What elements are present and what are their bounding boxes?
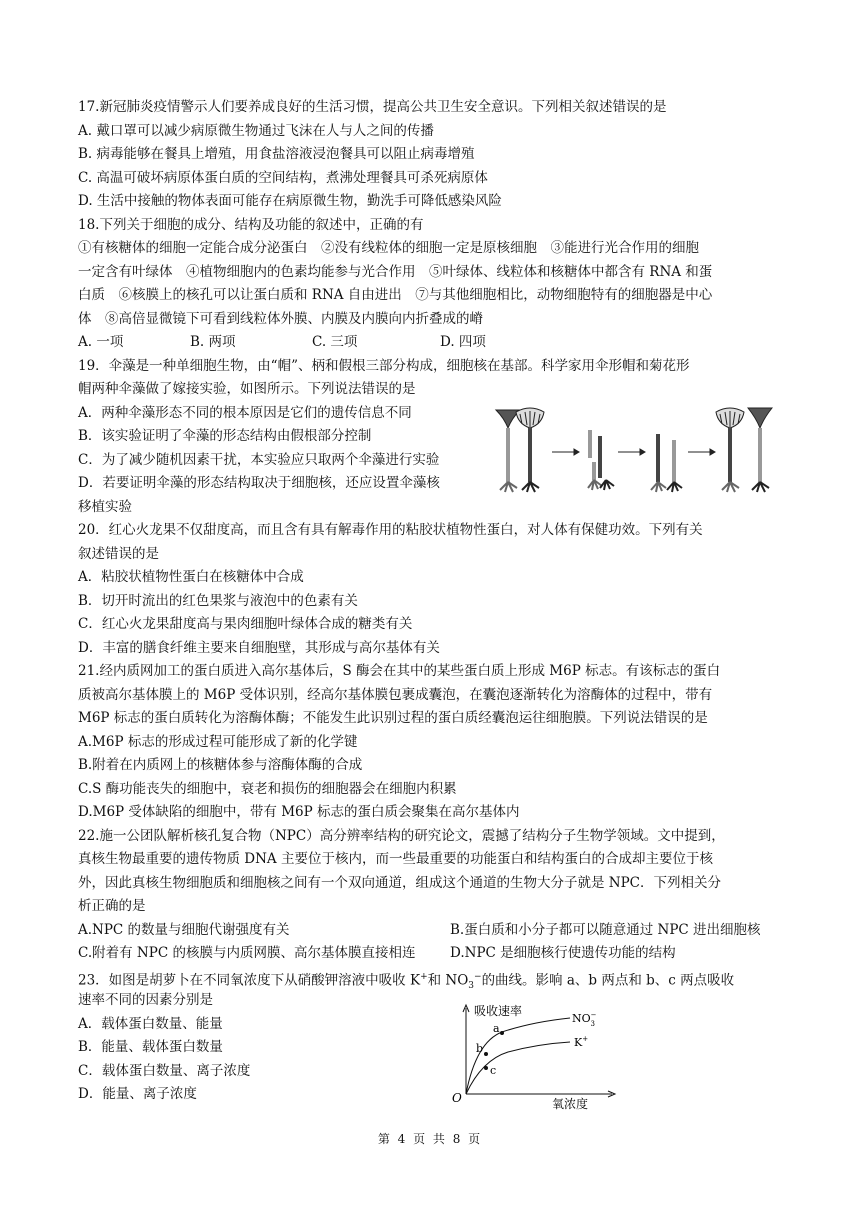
q22-option-d: D.NPC 是细胞核行使遗传功能的结构	[450, 945, 676, 961]
regenerated-plants	[716, 408, 772, 492]
q20-option-a: A．粘胶状植物性蛋白在核糖体中合成	[78, 569, 304, 585]
q22-option-c: C.附着有 NPC 的核膜与内质网膜、高尔基体膜直接相连	[78, 945, 416, 961]
q21-stem-line: M6P 标志的蛋白质转化为溶酶体酶；不能发生此识别过程的蛋白质经囊泡运往细胞膜。下列说法错误的是	[78, 710, 708, 726]
q22-options-row	[78, 942, 783, 966]
q21-stem-line: 21.经内质网加工的蛋白质进入高尔基体后，S 酶会在其中的某些蛋白质上形成 M6P 标志。有该标志的蛋白	[78, 663, 721, 679]
q19-option-a: A．两种伞藻形态不同的根本原因是它们的遗传信息不同	[78, 404, 412, 421]
q23-option-d: D．能量、离子浓度	[78, 1086, 197, 1102]
chrysanthemum-cap-plant	[516, 408, 544, 492]
q19-stem-line: 帽两种伞藻做了嫁接实验，如图所示。下列说法错误的是	[78, 381, 416, 397]
q18-option-d: D. 四项	[440, 334, 486, 350]
point-b-marker	[484, 1052, 488, 1056]
q17-stem: 17.新冠肺炎疫情警示人们要养成良好的生活习惯，提高公共卫生安全意识。下列相关叙述错误的是	[78, 99, 667, 115]
q20-option-b: B．切开时流出的红色果浆与液泡中的色素有关	[78, 592, 358, 609]
q23-stem-part: 23．如图是胡萝卜在不同氧浓度下从硝酸钾溶液中吸收 K	[78, 972, 421, 988]
q17-option-a: A. 戴口罩可以减少病原微生物通过飞沫在人与人之间的传播	[78, 122, 434, 139]
q20-option-d: D．丰富的膳食纤维主要来自细胞壁，其形成与高尔基体有关	[78, 639, 440, 656]
q21-stem-line: 质被高尔基体膜上的 M6P 受体识别，经高尔基体膜包裹成囊泡，在囊泡逐渐转化为溶酶体的过程中，带有	[78, 686, 713, 703]
q22-stem-line: 外，因此真核生物细胞质和细胞核之间有一个双向通道，组成这个通道的生物大分子就是 NPC．下列相关分	[78, 874, 722, 891]
cut-stalks	[588, 430, 614, 490]
q23-option-a: A．载体蛋白数量、能量	[78, 1015, 223, 1032]
q23-stem-line	[78, 966, 783, 990]
q19-stem-line: 19．伞藻是一种单细胞生物，由“帽”、柄和假根三部分构成，细胞核在基部。科学家用伞形帽和菊花形	[78, 357, 690, 374]
arrow-3-head	[710, 449, 715, 455]
origin-label: O	[452, 1091, 462, 1105]
point-c-marker	[484, 1066, 488, 1070]
no3-series-sub: 3	[590, 1020, 595, 1028]
q21-option-d: D.M6P 受体缺陷的细胞中，带有 M6P 标志的蛋白质会聚集在高尔基体内	[78, 804, 520, 820]
q19-option-d-cont: 移植实验	[78, 498, 132, 515]
q23-option-b: B．能量、载体蛋白数量	[78, 1039, 223, 1055]
k-series-name: K	[574, 1036, 583, 1049]
q18-options	[78, 331, 783, 355]
q18-body-line: 白质 ⑥核膜上的核孔可以让蛋白质和 RNA 自由进出 ⑦与其他细胞相比，动物细胞特有的细胞器是中心	[78, 287, 713, 303]
point-a-label: a	[493, 1022, 500, 1035]
q19-option-b: B．该实验证明了伞藻的形态结构由假根部分控制	[78, 428, 372, 444]
q22-option-a: A.NPC 的数量与细胞代谢强度有关	[78, 921, 290, 938]
no3-series-sup: −	[590, 1011, 597, 1019]
absorption-rate-graph	[452, 1002, 622, 1110]
q21-option-b: B.附着在内质网上的核糖体参与溶酶体酶的合成	[78, 757, 363, 773]
point-a-marker	[500, 1031, 504, 1035]
q17-option-d: D. 生活中接触的物体表面可能存在病原微生物，勤洗手可降低感染风险	[78, 193, 502, 209]
no3-curve	[466, 1018, 570, 1094]
point-c-label: c	[490, 1064, 497, 1077]
acetabularia-grafting-figure	[490, 400, 780, 502]
y-axis-label: 吸收速率	[474, 1004, 523, 1018]
q20-stem-line: 20．红心火龙果不仅甜度高，而且含有具有解毒作用的粘胶状植物性蛋白，对人体有保健功效。下列有关	[78, 522, 703, 538]
q18-body-line: 体 ⑧高倍显微镜下可看到线粒体外膜、内膜及内膜向内折叠成的嵴	[78, 310, 483, 327]
q18-body-line: ①有核糖体的细胞一定能合成分泌蛋白 ②没有线粒体的细胞一定是原核细胞 ③能进行光合作用的细胞	[78, 240, 699, 256]
q22-options-row	[78, 919, 783, 943]
q22-stem-line: 22.施一公团队解析核孔复合物（NPC）高分辨率结构的研究论文，震撼了结构分子生物学领域。文中提到，	[78, 827, 725, 844]
q23-stem-part: 和 NO	[427, 972, 469, 988]
q21-option-c: C.S 酶功能丧失的细胞中，衰老和损伤的细胞器会在细胞内积累	[78, 780, 457, 797]
umbrella-cap-plant	[496, 410, 520, 492]
q23-stem-k-sup: +	[420, 971, 428, 982]
exam-page	[78, 96, 783, 1107]
q17-option-b: B. 病毒能够在餐具上增殖，用食盐溶液浸泡餐具可以阻止病毒增殖	[78, 146, 475, 162]
q23-option-c: C．载体蛋白数量、离子浓度	[78, 1062, 251, 1079]
q22-stem-line: 真核生物最重要的遗传物质 DNA 主要位于核内，而一些最重要的功能蛋白和结构蛋白的合成却主要位于核	[78, 851, 713, 867]
grafted-stalks	[651, 434, 682, 492]
q20-option-c: C．红心火龙果甜度高与果肉细胞叶绿体合成的糖类有关	[78, 616, 413, 632]
q23-stem-line: 速率不同的因素分别是	[78, 992, 213, 1008]
q22-stem-line: 析正确的是	[78, 898, 146, 914]
page-footer: 第 4 页 共 8 页	[377, 1132, 483, 1146]
arrow-2-head	[640, 449, 645, 455]
k-series-label	[574, 1035, 588, 1049]
q18-option-a: A. 一项	[78, 334, 124, 350]
q18-body-line: 一定含有叶绿体 ④植物细胞内的色素均能参与光合作用 ⑤叶绿体、线粒体和核糖体中都含有 RNA 和蛋	[78, 263, 713, 280]
q18-option-c: C. 三项	[312, 334, 358, 350]
q20-stem-line: 叙述错误的是	[78, 545, 159, 562]
no3-series-label	[572, 1011, 597, 1028]
point-b-label: b	[476, 1042, 484, 1055]
x-axis-label: 氧浓度	[552, 1097, 589, 1110]
q21-option-a: A.M6P 标志的形成过程可能形成了新的化学键	[78, 733, 358, 750]
arrow-1-head	[574, 449, 579, 455]
q19-option-c: C．为了减少随机因素干扰，本实验应只取两个伞藻进行实验	[78, 451, 440, 468]
q18-stem: 18.下列关于细胞的成分、结构及功能的叙述中，正确的有	[78, 216, 424, 233]
q18-option-b: B. 两项	[190, 334, 236, 350]
q23-stem-part: 的曲线。影响 a、b 两点和 b、c 两点吸收	[481, 972, 735, 988]
q23-stem-no3-sub: 3	[468, 980, 475, 991]
k-series-sup: +	[582, 1035, 589, 1043]
no3-series-name: NO	[572, 1012, 591, 1025]
q19-option-d: D．若要证明伞藻的形态结构取决于细胞核，还应设置伞藻核	[78, 475, 440, 491]
q17-option-c: C. 高温可破坏病原体蛋白质的空间结构，煮沸处理餐具可杀死病原体	[78, 169, 488, 186]
q23-stem-no3-sup: −	[474, 971, 482, 982]
q22-option-b: B.蛋白质和小分子都可以随意通过 NPC 进出细胞核	[450, 921, 761, 938]
